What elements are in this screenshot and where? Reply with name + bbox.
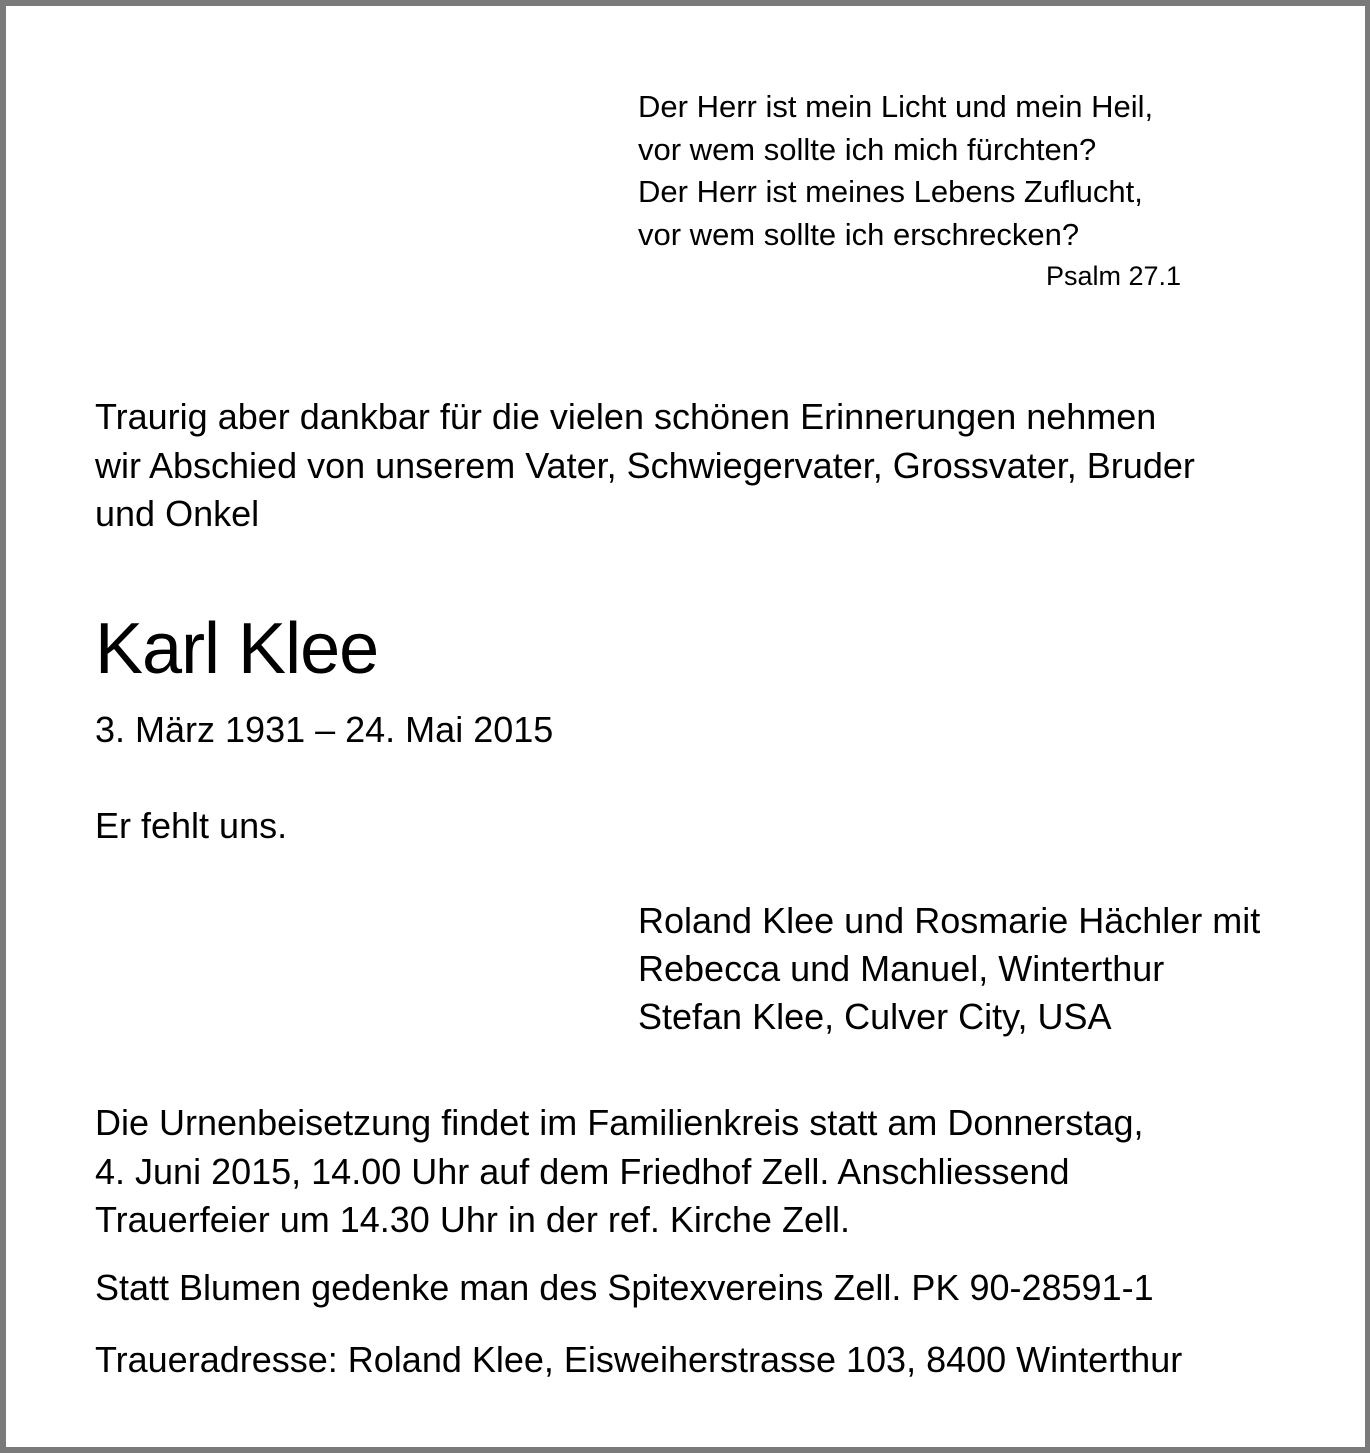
psalm-reference: Psalm 27.1 bbox=[1046, 261, 1182, 291]
psalm-quote bbox=[638, 86, 1153, 256]
burial-line: 4. Juni 2015, 14.00 Uhr auf dem Friedhof Zell. Anschliessend bbox=[95, 1150, 1070, 1192]
burial-line: Die Urnenbeisetzung findet im Familienkreis statt am Donnerstag, bbox=[95, 1102, 1144, 1143]
family-signature bbox=[638, 897, 1260, 1041]
life-dates: 3. März 1931 – 24. Mai 2015 bbox=[95, 709, 554, 750]
burial-info bbox=[95, 1099, 1143, 1245]
psalm-line: vor wem sollte ich erschrecken? bbox=[638, 216, 1080, 252]
missed-text: Er fehlt uns. bbox=[95, 805, 288, 846]
mourning-address: Traueradresse: Roland Klee, Eisweiherstrasse 103, 8400 Winterthur bbox=[95, 1339, 1183, 1380]
family-line: Roland Klee und Rosmarie Hächler mit bbox=[638, 900, 1261, 941]
family-line: Stefan Klee, Culver City, USA bbox=[638, 996, 1112, 1037]
intro-line: Traurig aber dankbar für die vielen schönen Erinnerungen nehmen bbox=[95, 396, 1157, 437]
psalm-line: vor wem sollte ich mich fürchten? bbox=[638, 131, 1097, 167]
psalm-line: Der Herr ist mein Licht und mein Heil, bbox=[638, 89, 1154, 124]
intro-line: und Onkel bbox=[95, 493, 260, 534]
donation-note: Statt Blumen gedenke man des Spitexvereins Zell. PK 90-28591-1 bbox=[95, 1267, 1154, 1308]
psalm-line: Der Herr ist meines Lebens Zuflucht, bbox=[638, 174, 1143, 209]
intro-paragraph bbox=[95, 393, 1195, 539]
intro-line: wir Abschied von unserem Vater, Schwiegervater, Grossvater, Bruder bbox=[95, 444, 1195, 486]
deceased-name: Karl Klee bbox=[95, 609, 379, 689]
burial-line: Trauerfeier um 14.30 Uhr in der ref. Kirche Zell. bbox=[95, 1199, 850, 1240]
family-line: Rebecca und Manuel, Winterthur bbox=[638, 948, 1165, 989]
